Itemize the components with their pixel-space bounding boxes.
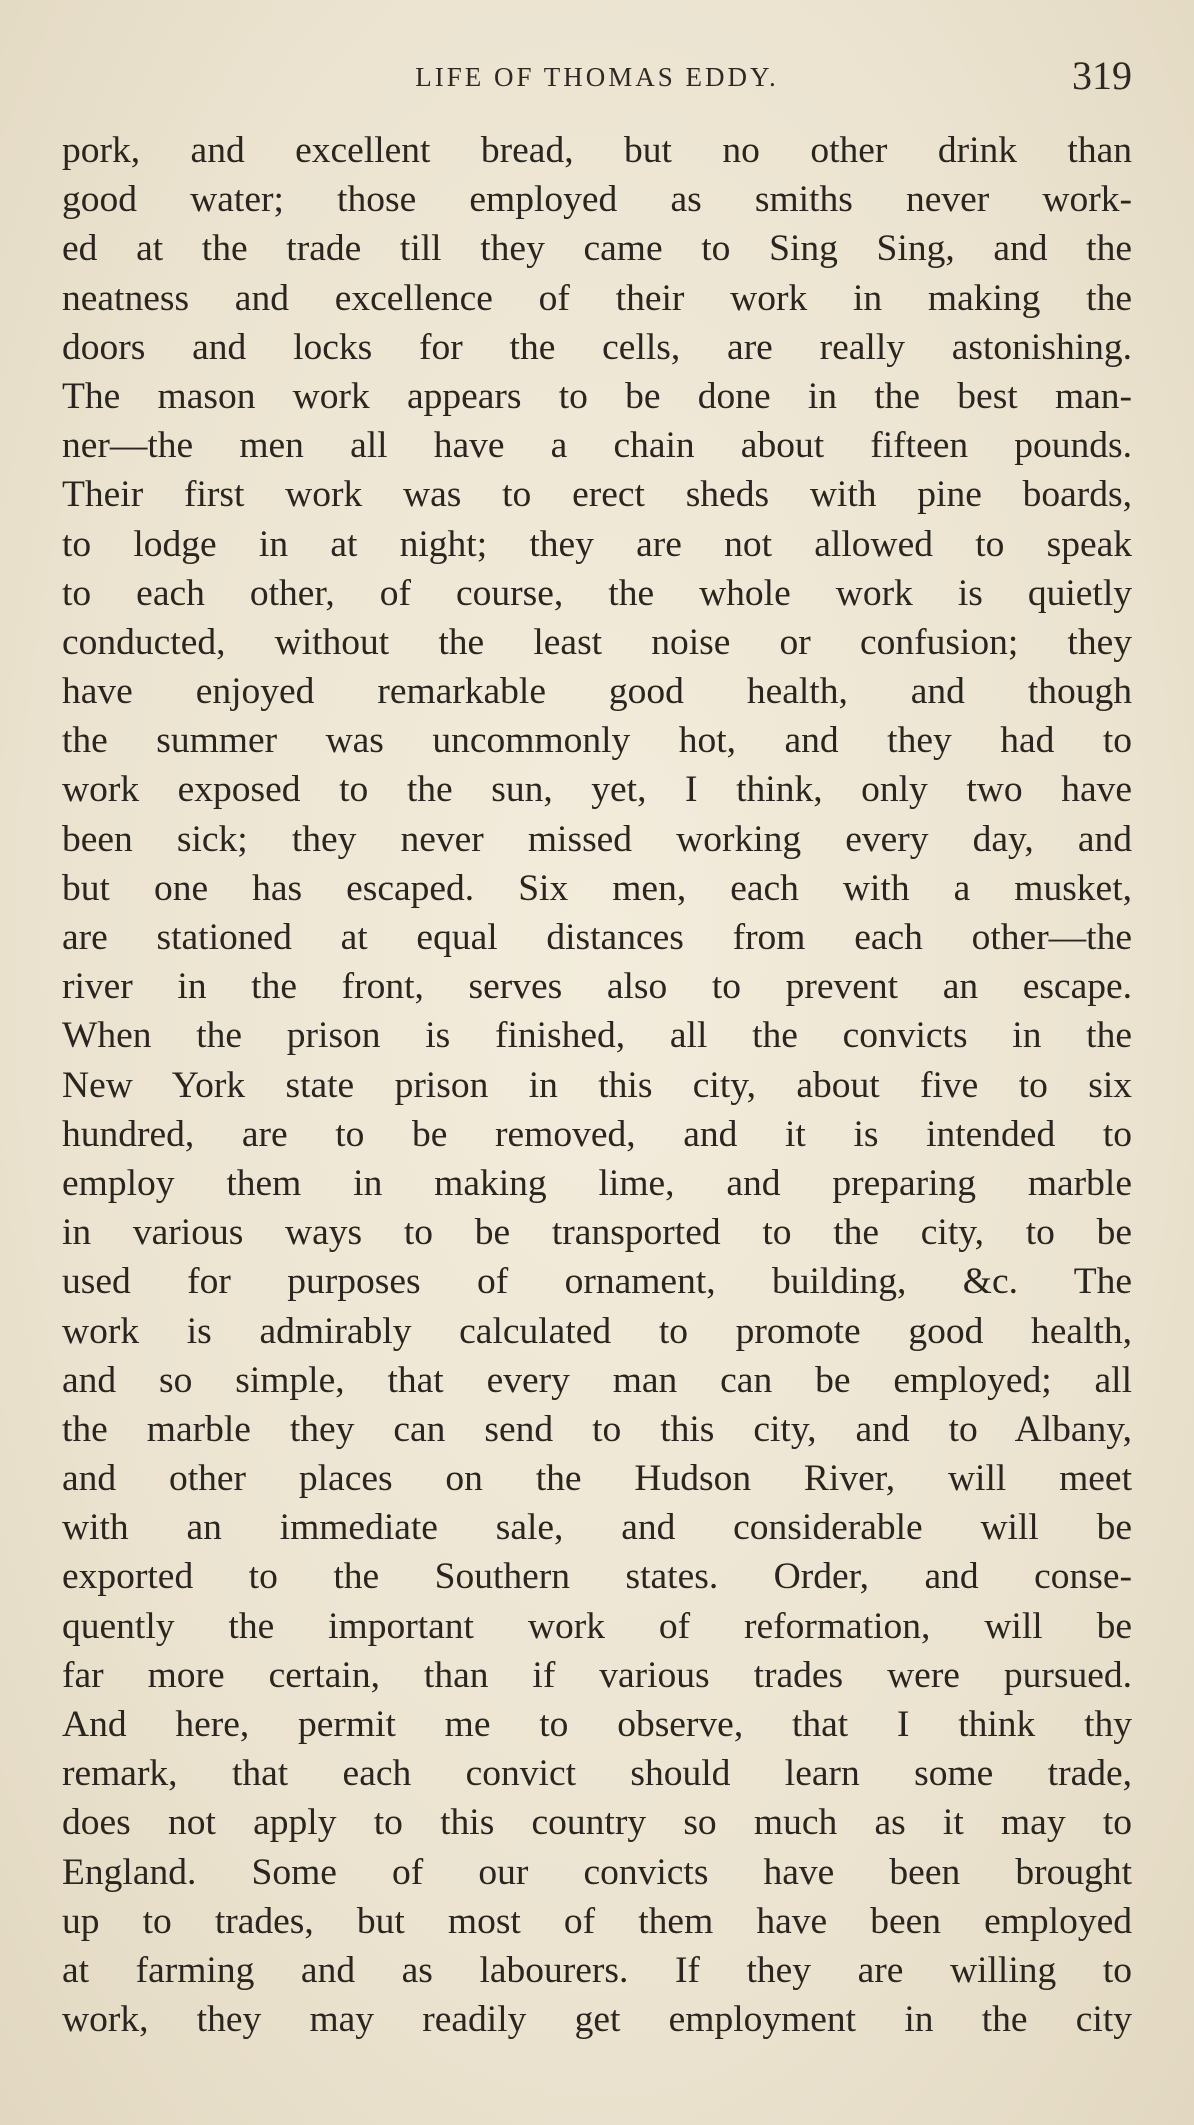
text-line: When the prison is finished, all the convicts in the <box>62 1015 1132 1057</box>
text-line: pork, and excellent bread, but no other drink than <box>62 130 1132 171</box>
text-line: the marble they can send to this city, and to Albany, <box>62 1408 1132 1450</box>
text-line: at farming and as labourers. If they are willing to <box>62 1949 1132 1991</box>
text-line: work exposed to the sun, yet, I think, only two have <box>62 769 1132 811</box>
text-line: to each other, of course, the whole work is quietly <box>62 572 1132 614</box>
text-line: with an immediate sale, and considerable will be <box>62 1507 1132 1549</box>
text-line: hundred, are to be removed, and it is intended to <box>62 1113 1132 1155</box>
text-line: are stationed at equal distances from each other—the <box>62 917 1132 958</box>
text-line: work, they may readily get employment in the city <box>62 1999 1132 2041</box>
text-line: employ them in making lime, and preparing marble <box>62 1162 1132 1204</box>
body-text <box>62 126 1132 2044</box>
text-line: far more certain, than if various trades were pursued. <box>62 1654 1132 1696</box>
running-title: LIFE OF THOMAS EDDY. <box>415 62 779 92</box>
text-line: doors and locks for the cells, are really astonishing. <box>62 326 1132 368</box>
text-line: And here, permit me to observe, that I think thy <box>62 1704 1132 1745</box>
text-line: The mason work appears to be done in the best man- <box>62 375 1132 417</box>
text-line: remark, that each convict should learn some trade, <box>62 1753 1132 1795</box>
text-line: conducted, without the least noise or confusion; they <box>62 621 1132 663</box>
page-number: 319 <box>1072 53 1132 98</box>
page-header <box>62 52 1132 112</box>
text-line: in various ways to be transported to the city, to be <box>62 1212 1132 1254</box>
text-line: ed at the trade till they came to Sing Sing, and the <box>62 228 1132 270</box>
text-line: Their first work was to erect sheds with pine boards, <box>62 474 1132 516</box>
text-line: to lodge in at night; they are not allowed to speak <box>62 523 1132 565</box>
text-line: been sick; they never missed working every day, and <box>62 818 1132 860</box>
text-line: have enjoyed remarkable good health, and though <box>62 671 1132 713</box>
text-line: exported to the Southern states. Order, and conse- <box>62 1556 1132 1598</box>
text-line: river in the front, serves also to prevent an escape. <box>62 966 1132 1008</box>
text-line: and so simple, that every man can be employed; all <box>62 1359 1132 1401</box>
text-line: and other places on the Hudson River, will meet <box>62 1458 1132 1500</box>
text-line: neatness and excellence of their work in making the <box>62 277 1132 319</box>
text-line: England. Some of our convicts have been brought <box>62 1851 1132 1893</box>
text-line: but one has escaped. Six men, each with a musket, <box>62 867 1132 909</box>
text-line: ner—the men all have a chain about fifteen pounds. <box>62 425 1132 467</box>
text-line: up to trades, but most of them have been employed <box>62 1900 1132 1942</box>
text-line: the summer was uncommonly hot, and they had to <box>62 720 1132 762</box>
text-line: used for purposes of ornament, building, &c. The <box>62 1261 1132 1303</box>
text-line: quently the important work of reformation, will be <box>62 1605 1132 1647</box>
text-line: good water; those employed as smiths never work- <box>62 179 1132 221</box>
text-line: does not apply to this country so much as it may to <box>62 1802 1132 1844</box>
text-line: New York state prison in this city, about five to six <box>62 1064 1132 1106</box>
text-line: work is admirably calculated to promote good health, <box>62 1310 1132 1352</box>
